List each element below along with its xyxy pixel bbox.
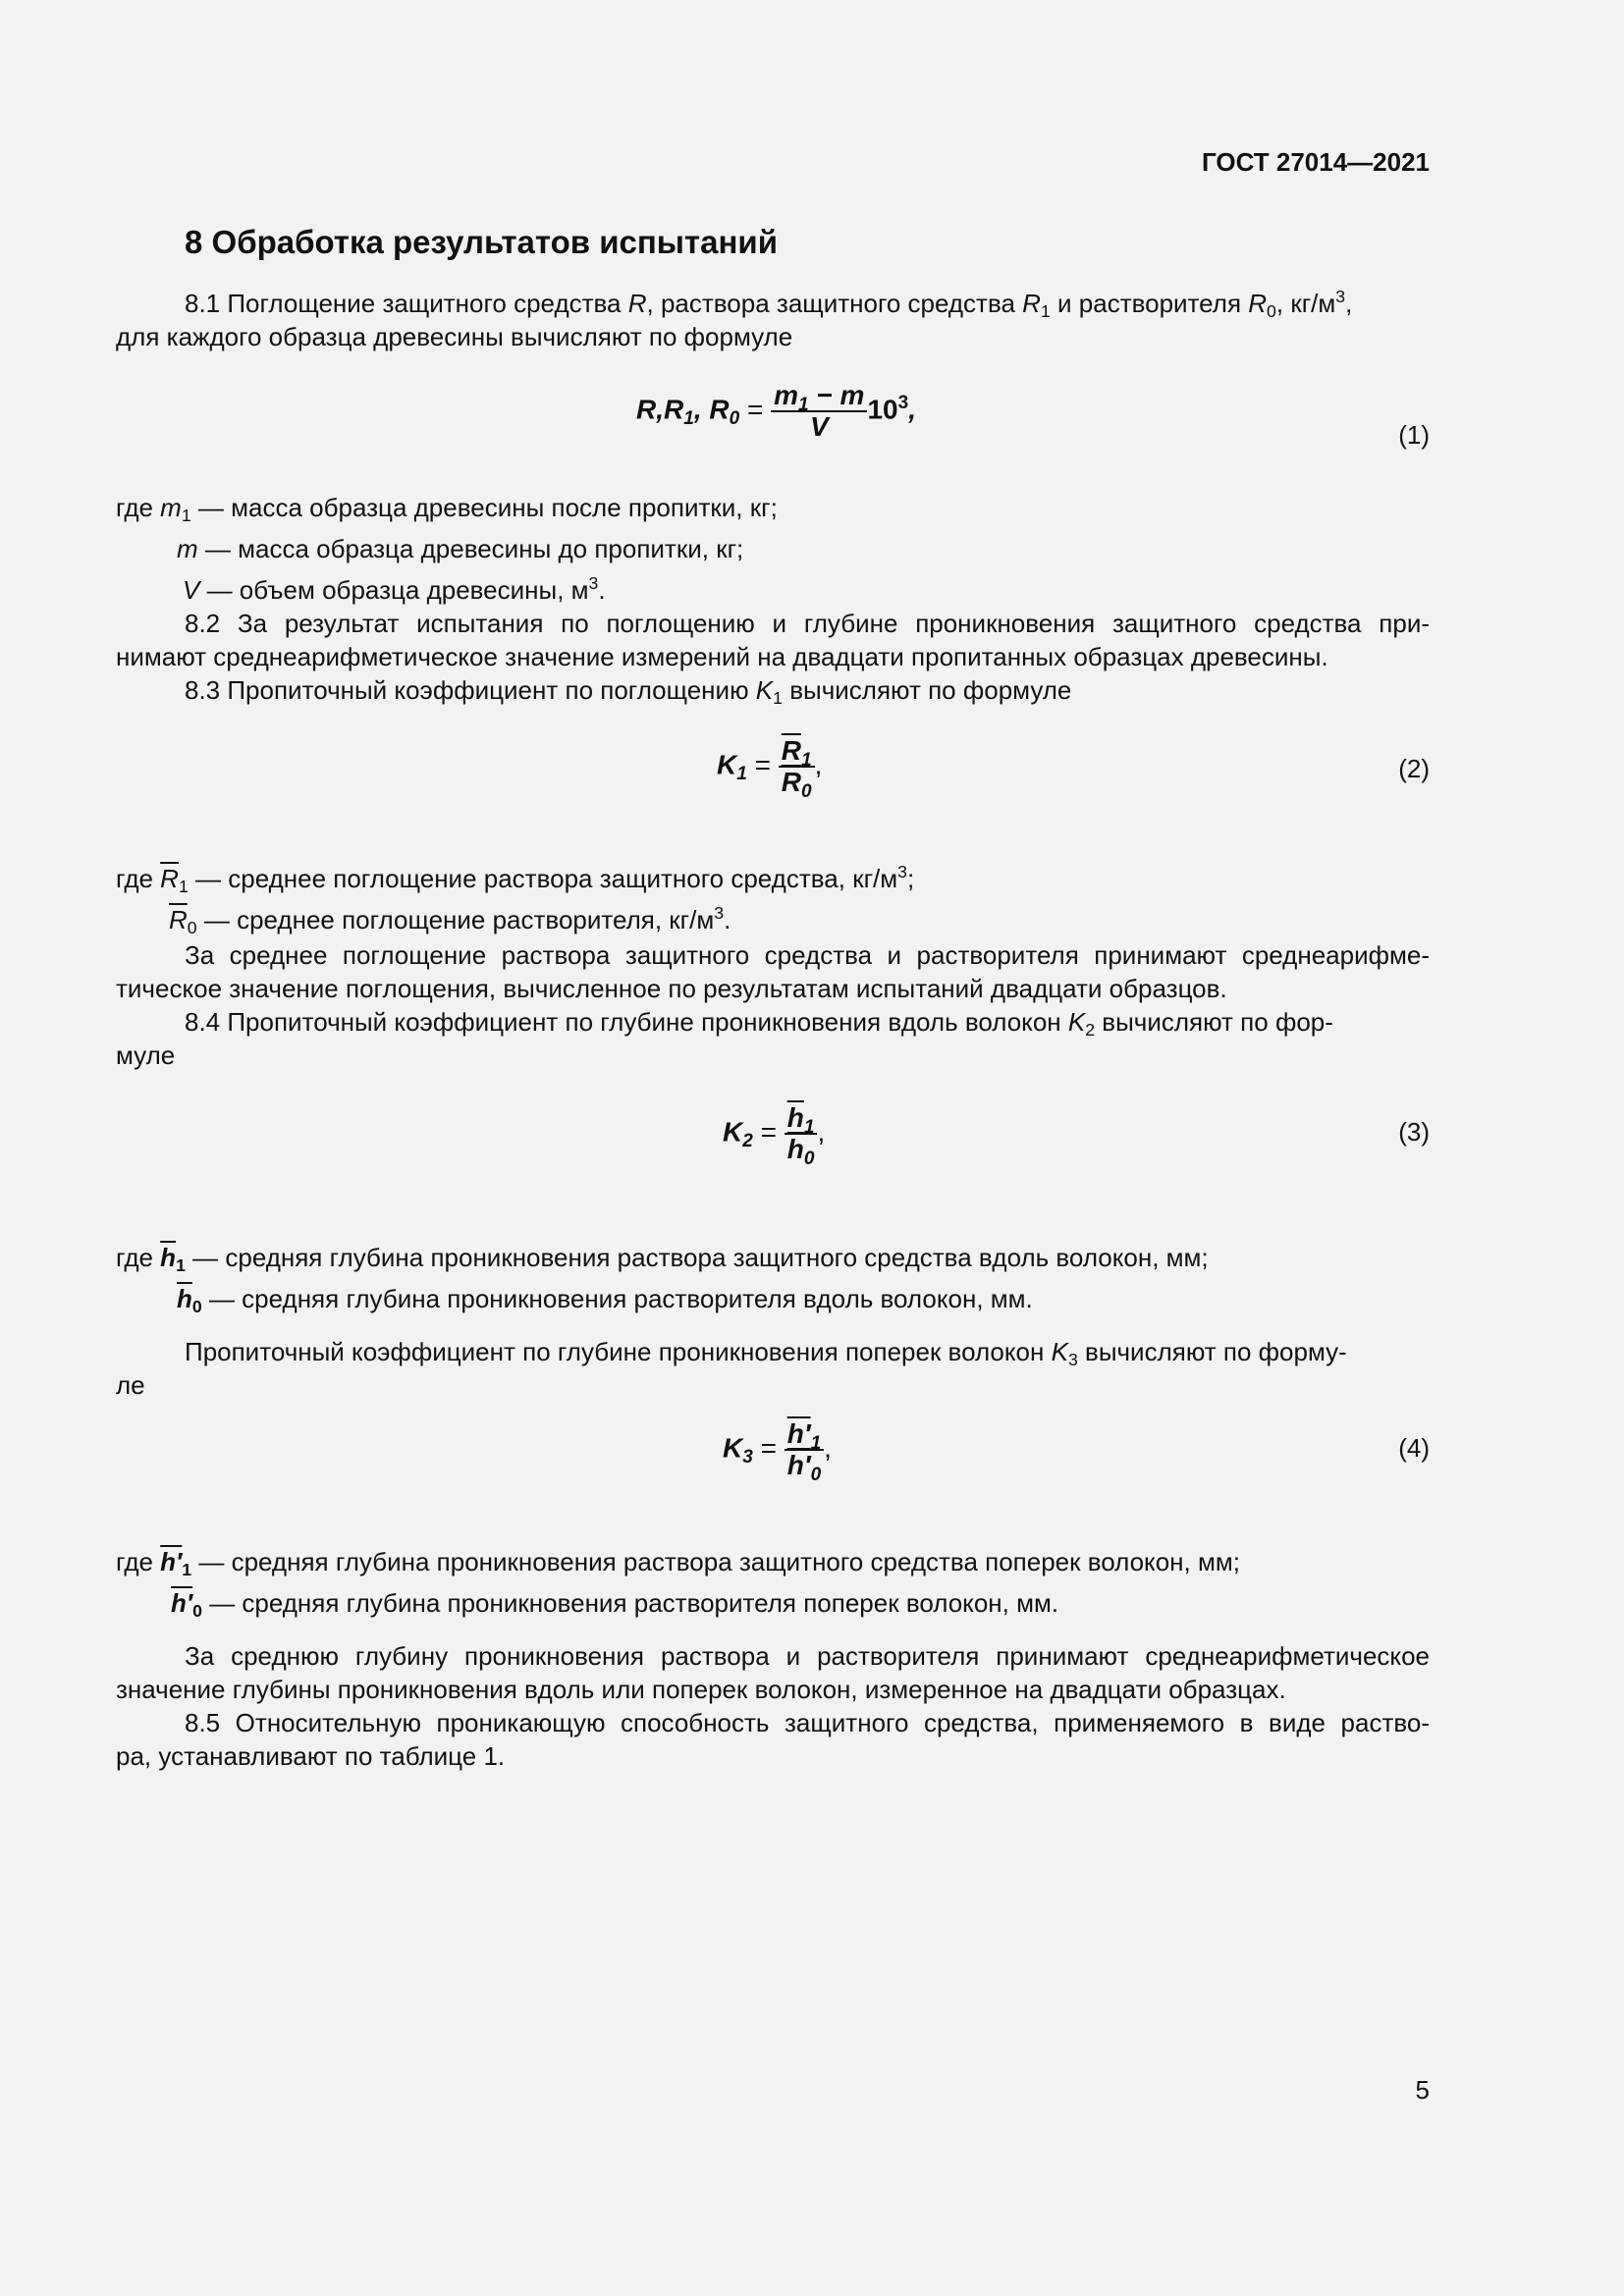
paragraph-8-3: 8.3 Пропиточный коэффициент по поглощению $K_1$ вычисляют по формуле [185,675,1072,709]
page-number: 5 [1415,2075,1430,2105]
where-4-h0prime: $h'_0$ — средняя глубина проникновения растворителя поперек волокон, мм. [171,1588,1059,1622]
paragraph-average-absorption-line2: тическое значение поглощения, вычисленное по результатам испытаний двадцати образцов. [116,974,1227,1003]
where-1-m: m — масса образца древесины до пропитки, кг; [177,534,744,563]
equation-number-1: (1) [1398,420,1430,450]
where-2-R0: $\overline{R}_0$ — среднее поглощение растворителя, $кг/м^3$. [169,903,731,938]
formula-1: $R,R_1$, $R_0$ = $\frac{m_1 - m}{V}$ $10^3$, [636,380,916,442]
formula-4-fraction: $\frac{h'_1}{h'_0}$ [785,1419,824,1480]
formula-1-fraction: $\frac{m_1 - m}{V}$ [771,381,867,442]
paragraph-average-depth-line1: За среднюю глубину проникновения раствора и растворителя принимают среднеарифметическое [185,1641,1430,1671]
where-3-h0: $\overline{h}_0$ — средняя глубина проникновения растворителя вдоль волокон, мм. [177,1284,1033,1317]
formula-4: $K_3$ = $\frac{h'_1}{h'_0}$ , [723,1418,832,1485]
paragraph-cross-fiber-line2: ле [116,1370,145,1400]
paragraph-8-5-line2: ра, устанавливают по таблице 1. [116,1741,506,1771]
paragraph-cross-fiber-line1: Пропиточный коэффициент по глубине проникновения поперек волокон $K_3$ вычисляют по форму- [185,1337,1347,1370]
equation-number-4: (4) [1398,1433,1430,1463]
paragraph-8-1-line1: 8.1 Поглощение защитного средства R, раствора защитного средства $R_1$ и растворителя $R_0$, $кг/м^3$, [185,287,1353,322]
paragraph-8-2-line1: 8.2 За результат испытания по поглощению и глубине проникновения защитного средства при- [185,609,1430,638]
equation-number-2: (2) [1398,754,1430,783]
where-2-R1: где $\overline{R}_1$ — среднее поглощение раствора защитного средства, $кг/м^3$; [116,862,915,897]
where-4-h1prime: где $h'_1$ — средняя глубина проникновения раствора защитного средства поперек волокон, мм; [116,1547,1240,1580]
formula-2-fraction: $\frac{\overline{R}_1}{\overline{R}_0}$ [779,736,815,797]
paragraph-8-4-line1: 8.4 Пропиточный коэффициент по глубине проникновения вдоль волокон $K_2$ вычисляют по фор- [185,1007,1333,1041]
paragraph-average-depth-line2: значение глубины проникновения вдоль или поперек волокон, измеренное на двадцати образцах. [116,1675,1286,1704]
where-1-m1: где $m_1$ — масса образца древесины после пропитки, кг; [116,493,778,526]
where-1-V: V — объем образца древесины, $м^3$. [183,573,606,605]
paragraph-average-absorption-line1: За среднее поглощение раствора защитного средства и растворителя принимают среднеарифме- [185,940,1430,970]
formula-2: $K_1$ = $\frac{\overline{R}_1}{\overline{R}_0}$ , [717,735,823,802]
document-id: ГОСТ 27014—2021 [1202,147,1430,177]
paragraph-8-1-line2: для каждого образца древесины вычисляют по формуле [116,322,793,351]
paragraph-8-4-line2: муле [116,1041,176,1070]
equation-number-3: (3) [1398,1117,1430,1147]
section-title: 8 Обработка результатов испытаний [185,224,778,260]
formula-3-fraction: $\frac{\overline{h}_1}{\overline{h}_0}$ [785,1103,818,1164]
paragraph-8-2-line2: нимают среднеарифметическое значение измерений на двадцати пропитанных образцах древесины. [116,642,1328,671]
paragraph-8-5-line1: 8.5 Относительную проникающую способность защитного средства, применяемого в виде раство- [185,1708,1430,1737]
formula-3: $K_2$ = $\frac{\overline{h}_1}{\overline{h}_0}$ , [723,1102,826,1169]
where-3-h1: где $\overline{h}_1$ — средняя глубина проникновения раствора защитного средства вдоль волокон, мм; [116,1243,1209,1276]
